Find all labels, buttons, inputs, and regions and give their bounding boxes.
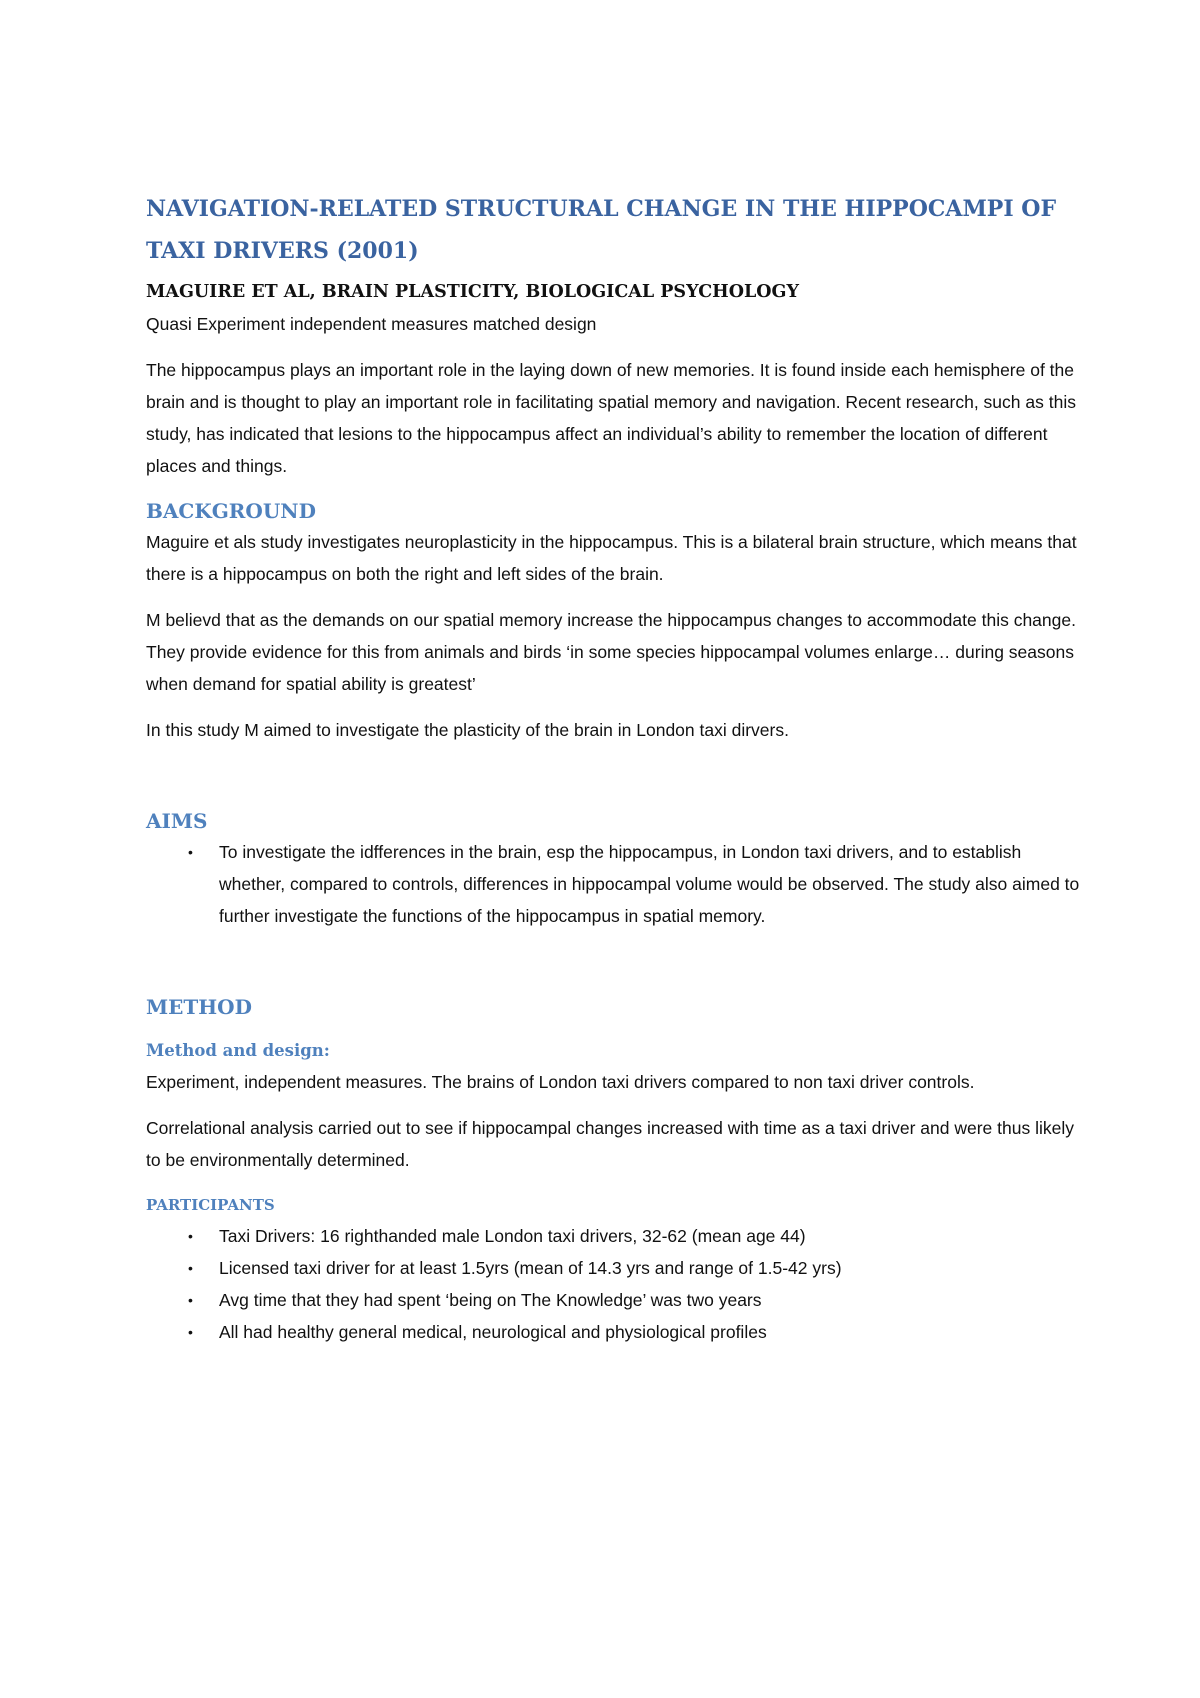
aims-heading: AIMS xyxy=(146,809,208,833)
list-item-text: To investigate the idfferences in the brain, esp the hippocampus, in London taxi drivers, and to establish whether, compared to controls, differences in hippocampal volume would be observed. The study also aimed to further investigate the functions of the hippocampus in spatial memory. xyxy=(219,842,1080,926)
intro-paragraph: The hippocampus plays an important role in the laying down of new memories. It is found inside each hemisphere of the brain and is thought to play an important role in facilitating spatial memory and navigation. Recent research, such as this study, has indicated that lesions to the hippocampus affect an individual’s ability to remember the location of different places and things. xyxy=(146,360,1076,476)
list-item xyxy=(146,836,1086,932)
bullet-icon: • xyxy=(188,1228,193,1244)
document-body xyxy=(146,188,1086,1348)
method-paragraph: Correlational analysis carried out to see if hippocampal changes increased with time as a taxi driver and were thus likely to be environmentally determined. xyxy=(146,1118,1074,1170)
background-paragraph: In this study M aimed to investigate the plasticity of the brain in London taxi dirvers. xyxy=(146,720,789,740)
background-paragraph: M believd that as the demands on our spatial memory increase the hippocampus changes to accommodate this change. They provide evidence for this from animals and birds ‘in some species hippocampal volumes enlarge… during seasons when demand for spatial ability is greatest’ xyxy=(146,610,1076,694)
list-item xyxy=(146,1220,1086,1252)
background-paragraph: Maguire et als study investigates neuroplasticity in the hippocampus. This is a bilateral brain structure, which means that there is a hippocampus on both the right and left sides of the brain. xyxy=(146,532,1077,584)
list-item xyxy=(146,1284,1086,1316)
background-heading: BACKGROUND xyxy=(146,499,316,523)
participants-list xyxy=(146,1220,1086,1348)
spacer xyxy=(146,932,1086,992)
participants-heading: PARTICIPANTS xyxy=(146,1196,275,1214)
method-paragraph: Experiment, independent measures. The brains of London taxi drivers compared to non taxi driver controls. xyxy=(146,1072,975,1092)
list-item-text: Avg time that they had spent ‘being on The Knowledge’ was two years xyxy=(219,1290,762,1310)
bullet-icon: • xyxy=(188,1260,193,1276)
design-line: Quasi Experiment independent measures matched design xyxy=(146,314,597,334)
author-line: MAGUIRE ET AL, BRAIN PLASTICITY, BIOLOGICAL PSYCHOLOGY xyxy=(146,282,799,302)
list-item-text: All had healthy general medical, neurological and physiological profiles xyxy=(219,1322,767,1342)
spacer xyxy=(146,760,1086,806)
document-title: NAVIGATION-RELATED STRUCTURAL CHANGE IN THE HIPPOCAMPI OF TAXI DRIVERS (2001) xyxy=(146,196,1057,264)
bullet-icon: • xyxy=(188,1324,193,1340)
list-item-text: Taxi Drivers: 16 righthanded male London taxi drivers, 32-62 (mean age 44) xyxy=(219,1226,806,1246)
bullet-icon: • xyxy=(188,1292,193,1308)
bullet-icon: • xyxy=(188,844,193,860)
method-subheading: Method and design: xyxy=(146,1041,330,1060)
aims-list xyxy=(146,836,1086,932)
list-item xyxy=(146,1252,1086,1284)
list-item-text: Licensed taxi driver for at least 1.5yrs (mean of 14.3 yrs and range of 1.5-42 yrs) xyxy=(219,1258,842,1278)
method-heading: METHOD xyxy=(146,995,252,1019)
list-item xyxy=(146,1316,1086,1348)
spacer xyxy=(146,1022,1086,1036)
